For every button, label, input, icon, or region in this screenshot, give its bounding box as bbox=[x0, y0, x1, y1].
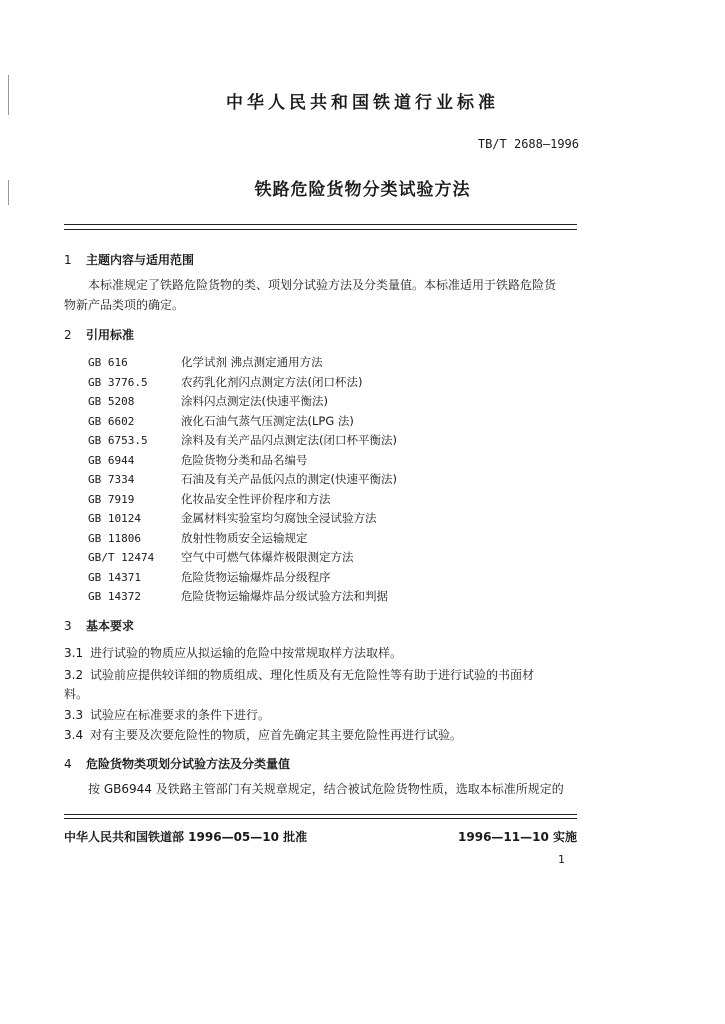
section-number: 4 bbox=[64, 757, 72, 771]
title-divider bbox=[64, 229, 577, 230]
requirement-item bbox=[64, 706, 270, 723]
item-number: 3.1 bbox=[64, 646, 84, 660]
item-text: 进行试验的物质应从拟运输的危险中按常规取样方法取样。 bbox=[90, 646, 403, 660]
section-3-heading bbox=[64, 617, 134, 634]
reference-title: 危险货物运输爆炸品分级试验方法和判据 bbox=[181, 589, 388, 603]
reference-row bbox=[88, 588, 388, 607]
reference-row bbox=[88, 374, 362, 393]
reference-row bbox=[88, 549, 354, 568]
item-text: 对有主要及次要危险性的物质，应首先确定其主要危险性再进行试验。 bbox=[90, 728, 463, 742]
reference-code: GB 7334 bbox=[88, 473, 135, 486]
reference-title: 石油及有关产品低闪点的测定(快速平衡法) bbox=[181, 472, 397, 486]
requirement-item bbox=[64, 726, 462, 743]
section-4-heading bbox=[64, 755, 290, 772]
reference-code: GB 14371 bbox=[88, 571, 141, 584]
reference-title: 危险货物运输爆炸品分级程序 bbox=[181, 570, 331, 584]
implementation-date: 1996—11—10 实施 bbox=[458, 830, 577, 844]
page-number: 1 bbox=[558, 853, 565, 866]
reference-title: 放射性物质安全运输规定 bbox=[181, 531, 308, 545]
section-number: 1 bbox=[64, 253, 72, 267]
item-text: 试验应在标准要求的条件下进行。 bbox=[90, 708, 271, 722]
reference-code: GB 3776.5 bbox=[88, 376, 148, 389]
section-1-heading bbox=[64, 251, 194, 268]
reference-code: GB 6944 bbox=[88, 454, 135, 467]
section-1-para-line: 物新产品类项的确定。 bbox=[64, 298, 185, 312]
section-title: 基本要求 bbox=[86, 619, 135, 633]
reference-title: 液化石油气蒸气压测定法(LPG 法) bbox=[181, 414, 354, 428]
reference-code: GB 7919 bbox=[88, 493, 135, 506]
reference-code: GB 6753.5 bbox=[88, 434, 148, 447]
item-number: 3.3 bbox=[64, 708, 84, 722]
reference-code: GB 616 bbox=[88, 356, 128, 369]
reference-row bbox=[88, 510, 377, 529]
reference-title: 金属材料实验室均匀腐蚀全浸试验方法 bbox=[181, 511, 377, 525]
item-number: 3.4 bbox=[64, 728, 84, 742]
reference-row bbox=[88, 452, 308, 471]
reference-title: 化妆品安全性评价程序和方法 bbox=[181, 492, 331, 506]
requirement-item-continuation: 料。 bbox=[64, 687, 89, 701]
section-2-heading bbox=[64, 326, 134, 343]
reference-code: GB 10124 bbox=[88, 512, 141, 525]
reference-title: 农药乳化剂闪点测定方法(闭口杯法) bbox=[181, 375, 363, 389]
reference-row bbox=[88, 471, 397, 490]
reference-row bbox=[88, 432, 397, 451]
footer-divider bbox=[64, 818, 577, 819]
reference-row bbox=[88, 354, 323, 373]
reference-code: GB 5208 bbox=[88, 395, 135, 408]
section-number: 3 bbox=[64, 619, 72, 633]
reference-row bbox=[88, 530, 308, 549]
reference-row bbox=[88, 569, 331, 588]
reference-row bbox=[88, 393, 328, 412]
reference-code: GB/T 12474 bbox=[88, 551, 155, 564]
item-number: 3.2 bbox=[64, 668, 84, 682]
reference-title: 空气中可燃气体爆炸极限测定方法 bbox=[181, 550, 354, 564]
title-divider bbox=[64, 224, 577, 225]
reference-code: GB 6602 bbox=[88, 415, 135, 428]
reference-code: GB 11806 bbox=[88, 532, 141, 545]
reference-title: 化学试剂 沸点测定通用方法 bbox=[181, 355, 323, 369]
reference-code: GB 14372 bbox=[88, 590, 141, 603]
reference-title: 危险货物分类和品名编号 bbox=[181, 453, 308, 467]
section-4-para-line: 按 GB6944 及铁路主管部门有关规章规定，结合被试危险货物性质，选取本标准所规定的 bbox=[88, 782, 564, 796]
reference-title: 涂料闪点测定法(快速平衡法) bbox=[181, 394, 328, 408]
reference-row bbox=[88, 413, 354, 432]
item-text: 试验前应提供较详细的物质组成、理化性质及有无危险性等有助于进行试验的书面材 bbox=[90, 668, 535, 682]
section-number: 2 bbox=[64, 328, 72, 342]
document-title: 铁路危险货物分类试验方法 bbox=[254, 180, 471, 200]
section-title: 引用标准 bbox=[86, 328, 135, 342]
standard-category: 中华人民共和国铁道行业标准 bbox=[226, 93, 499, 113]
reference-title: 涂料及有关产品闪点测定法(闭口杯平衡法) bbox=[181, 433, 397, 447]
section-1-para-line: 本标准规定了铁路危险货物的类、项划分试验方法及分类量值。本标准适用于铁路危险货 bbox=[88, 278, 557, 292]
reference-row bbox=[88, 491, 331, 510]
section-title: 主题内容与适用范围 bbox=[86, 253, 195, 267]
requirement-item bbox=[64, 644, 402, 661]
requirement-item bbox=[64, 666, 534, 683]
footer-divider bbox=[64, 814, 577, 815]
standard-code: TB/T 2688—1996 bbox=[477, 137, 579, 151]
approval-line: 中华人民共和国铁道部 1996—05—10 批准 bbox=[64, 830, 308, 844]
section-title: 危险货物类项划分试验方法及分类量值 bbox=[86, 757, 291, 771]
